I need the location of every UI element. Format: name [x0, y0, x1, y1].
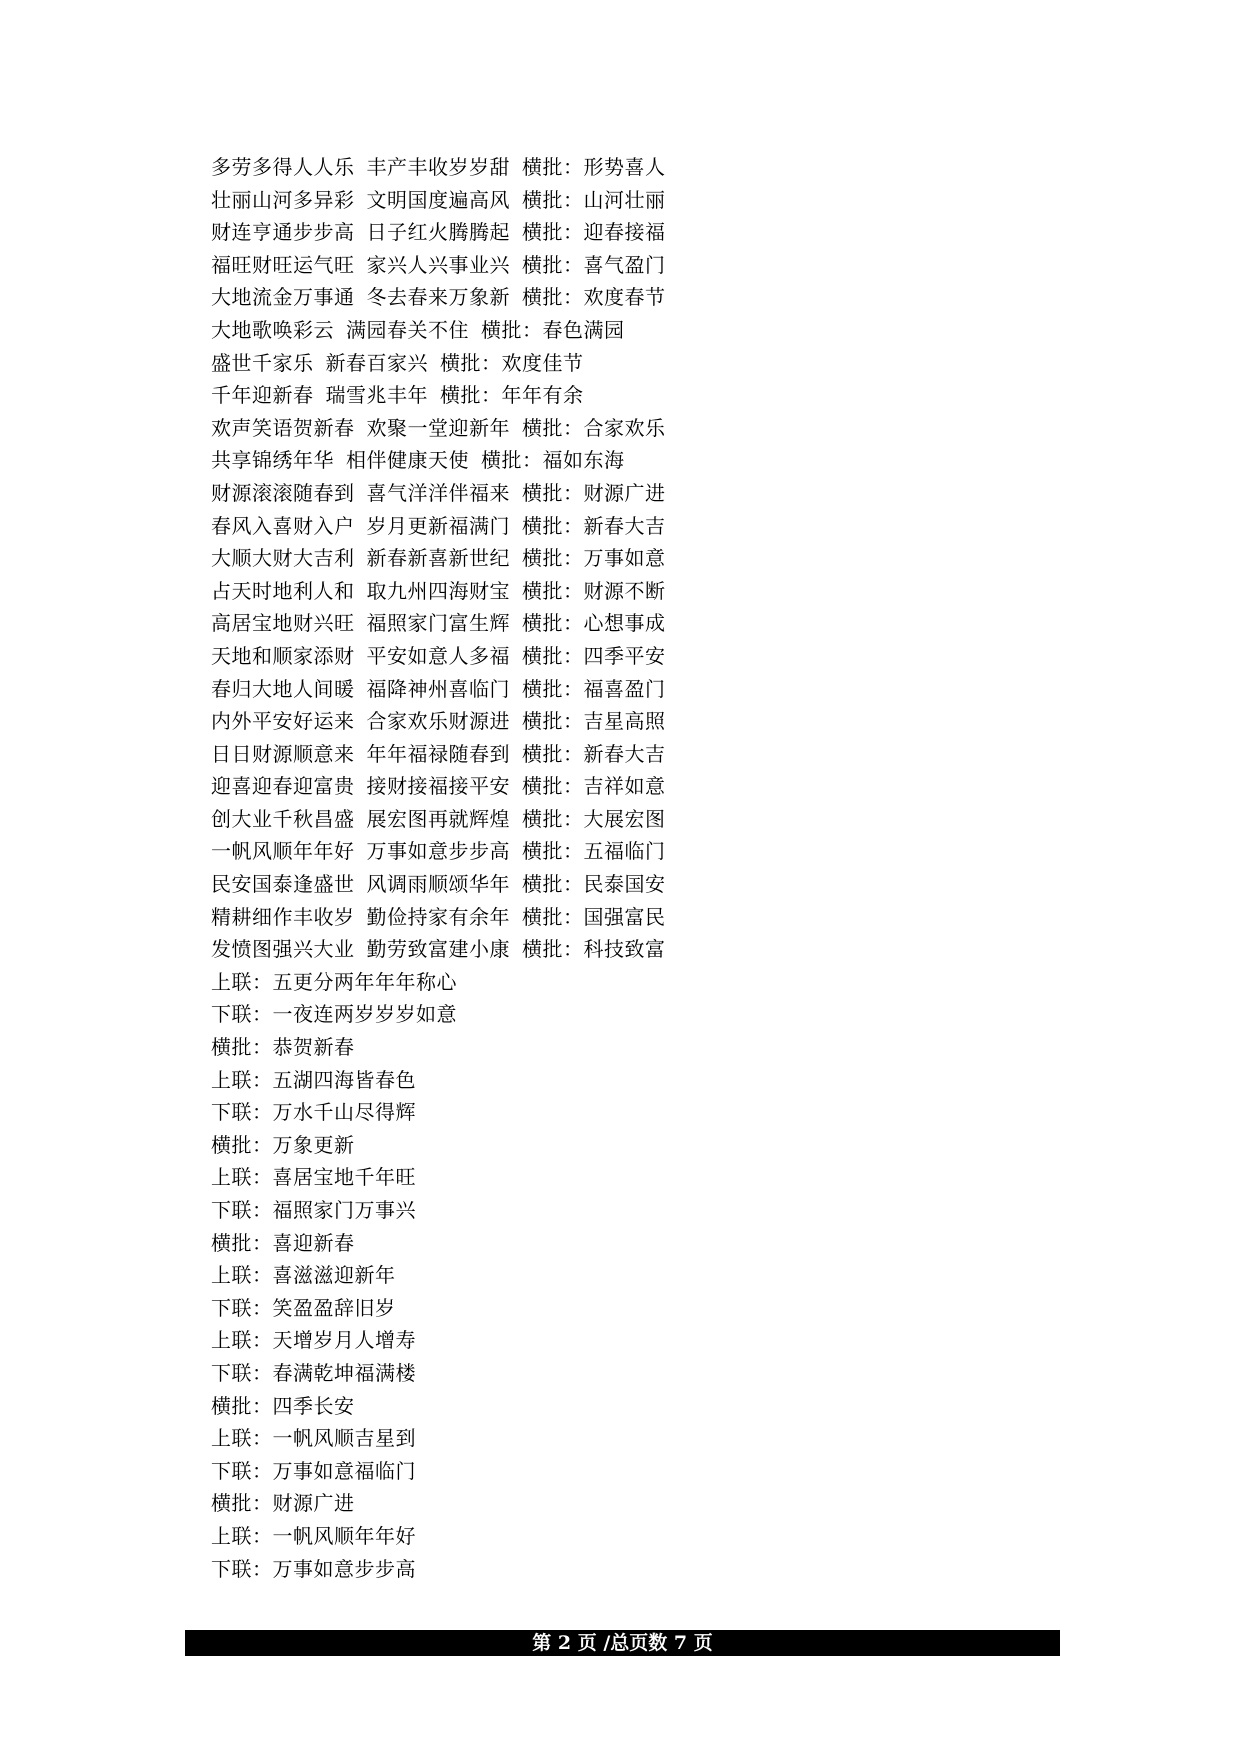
text-line: 下联：万事如意步步高: [211, 1556, 416, 1581]
couplet-row: [211, 379, 971, 412]
couplet-row: [211, 347, 971, 380]
couplet-row: [211, 803, 971, 836]
couplet-row: [211, 901, 971, 934]
banner-text: 横批：吉祥如意: [522, 774, 666, 799]
banner-text: 横批：福喜盈门: [522, 676, 666, 701]
banner-text: 横批：大展宏图: [522, 806, 666, 831]
text-line: 上联：一帆风顺年年好: [211, 1523, 416, 1548]
lower-couplet: 平安如意人多福: [366, 643, 510, 668]
banner-text: 横批：新春大吉: [522, 513, 666, 538]
upper-couplet: 多劳多得人人乐: [211, 155, 355, 179]
upper-couplet: 高居宝地财兴旺: [211, 611, 355, 636]
banner-text: 横批：科技致富: [522, 937, 666, 962]
upper-couplet: 创大业千秋昌盛: [211, 806, 355, 831]
lower-couplet: 勤俭持家有余年: [366, 904, 510, 929]
lower-couplet: 喜气洋洋伴福来: [366, 480, 510, 505]
lower-couplet: 瑞雪兆丰年: [325, 383, 428, 408]
upper-couplet: 春风入喜财入户: [211, 513, 355, 538]
couplet-row: [211, 314, 971, 347]
lower-couplet: 接财接福接平安: [366, 774, 510, 799]
text-line: 上联：天增岁月人增寿: [211, 1328, 416, 1353]
couplet-row: [211, 575, 971, 608]
lower-couplet: 福照家门富生辉: [366, 611, 510, 636]
banner-text: 横批：欢度春节: [522, 285, 666, 310]
banner-text: 横批：心想事成: [522, 611, 666, 636]
upper-couplet: 占天时地利人和: [211, 578, 355, 603]
banner-text: 横批：春色满园: [481, 317, 625, 342]
text-line: 上联：喜居宝地千年旺: [211, 1165, 416, 1190]
single-lines: [211, 966, 971, 1585]
banner-text: 横批：迎春接福: [522, 220, 666, 245]
document-body: [211, 151, 971, 1585]
couplet-row: [211, 673, 971, 706]
upper-couplet: 春归大地人间暖: [211, 676, 355, 701]
lower-couplet: 满园春关不住: [346, 317, 469, 342]
couplet-row: [211, 738, 971, 771]
couplet-row: [211, 412, 971, 445]
couplet-row: [211, 249, 971, 282]
text-line: 下联：万事如意福临门: [211, 1458, 416, 1483]
lower-couplet: 合家欢乐财源进: [366, 709, 510, 734]
banner-text: 横批：福如东海: [481, 448, 625, 473]
couplet-row: [211, 705, 971, 738]
upper-couplet: 大地流金万事通: [211, 285, 355, 310]
banner-text: 横批：喜气盈门: [522, 252, 666, 277]
text-line: 下联：春满乾坤福满楼: [211, 1360, 416, 1385]
couplet-rows: [211, 151, 971, 966]
couplet-row: [211, 542, 971, 575]
couplet-row: [211, 444, 971, 477]
couplet-row: [211, 835, 971, 868]
upper-couplet: 财源滚滚随春到: [211, 480, 355, 505]
couplet-row: [211, 607, 971, 640]
couplet-row: [211, 184, 971, 217]
text-line: 上联：五更分两年年年称心: [211, 969, 457, 994]
couplet-row: [211, 640, 971, 673]
banner-text: 横批：四季平安: [522, 643, 666, 668]
couplet-row: [211, 281, 971, 314]
lower-couplet: 新春百家兴: [325, 350, 428, 375]
lower-couplet: 福降神州喜临门: [366, 676, 510, 701]
text-line: 横批：恭贺新春: [211, 1035, 355, 1060]
lower-couplet: 冬去春来万象新: [366, 285, 510, 310]
lower-couplet: 丰产丰收岁岁甜: [366, 155, 510, 179]
text-line: 横批：万象更新: [211, 1132, 355, 1157]
couplet-row: [211, 770, 971, 803]
upper-couplet: 日日财源顺意来: [211, 741, 355, 766]
page-footer-bar: [185, 1630, 1060, 1656]
upper-couplet: 发愤图强兴大业: [211, 937, 355, 962]
lower-couplet: 年年福禄随春到: [366, 741, 510, 766]
lower-couplet: 风调雨顺颂华年: [366, 872, 510, 897]
page-number: 第 2 页 /总页数 7 页: [532, 1632, 713, 1654]
couplet-row: [211, 868, 971, 901]
text-line: 上联：一帆风顺吉星到: [211, 1426, 416, 1451]
upper-couplet: 欢声笑语贺新春: [211, 415, 355, 440]
banner-text: 横批：合家欢乐: [522, 415, 666, 440]
lower-couplet: 岁月更新福满门: [366, 513, 510, 538]
banner-text: 横批：财源不断: [522, 578, 666, 603]
lower-couplet: 家兴人兴事业兴: [366, 252, 510, 277]
text-line: 下联：万水千山尽得辉: [211, 1100, 416, 1125]
text-line: 下联：笑盈盈辞旧岁: [211, 1295, 396, 1320]
couplet-row: [211, 216, 971, 249]
upper-couplet: 盛世千家乐: [211, 350, 314, 375]
upper-couplet: 大顺大财大吉利: [211, 546, 355, 571]
banner-text: 横批：民泰国安: [522, 872, 666, 897]
couplet-row: [211, 933, 971, 966]
upper-couplet: 财连亨通步步高: [211, 220, 355, 245]
upper-couplet: 迎喜迎春迎富贵: [211, 774, 355, 799]
couplet-row: [211, 151, 971, 184]
upper-couplet: 福旺财旺运气旺: [211, 252, 355, 277]
text-line: 上联：五湖四海皆春色: [211, 1067, 416, 1092]
banner-text: 横批：欢度佳节: [440, 350, 584, 375]
text-line: 横批：四季长安: [211, 1393, 355, 1418]
text-line: 横批：喜迎新春: [211, 1230, 355, 1255]
upper-couplet: 一帆风顺年年好: [211, 839, 355, 864]
upper-couplet: 内外平安好运来: [211, 709, 355, 734]
lower-couplet: 勤劳致富建小康: [366, 937, 510, 962]
banner-text: 横批：吉星高照: [522, 709, 666, 734]
lower-couplet: 展宏图再就辉煌: [366, 806, 510, 831]
banner-text: 横批：山河壮丽: [522, 187, 666, 212]
banner-text: 横批：万事如意: [522, 546, 666, 571]
banner-text: 横批：财源广进: [522, 480, 666, 505]
lower-couplet: 欢聚一堂迎新年: [366, 415, 510, 440]
upper-couplet: 壮丽山河多异彩: [211, 187, 355, 212]
banner-text: 横批：新春大吉: [522, 741, 666, 766]
upper-couplet: 大地歌唤彩云: [211, 317, 334, 342]
upper-couplet: 精耕细作丰收岁: [211, 904, 355, 929]
text-line: 横批：财源广进: [211, 1491, 355, 1516]
banner-text: 横批：形势喜人: [522, 155, 666, 179]
text-line: 上联：喜滋滋迎新年: [211, 1263, 396, 1288]
lower-couplet: 文明国度遍高风: [366, 187, 510, 212]
upper-couplet: 共享锦绣年华: [211, 448, 334, 473]
text-line: 下联：福照家门万事兴: [211, 1198, 416, 1222]
upper-couplet: 天地和顺家添财: [211, 643, 355, 668]
couplet-row: [211, 477, 971, 510]
lower-couplet: 万事如意步步高: [366, 839, 510, 864]
lower-couplet: 日子红火腾腾起: [366, 220, 510, 245]
banner-text: 横批：五福临门: [522, 839, 666, 864]
upper-couplet: 民安国泰逢盛世: [211, 872, 355, 897]
couplet-row: [211, 510, 971, 543]
lower-couplet: 相伴健康天使: [346, 448, 469, 473]
banner-text: 横批：国强富民: [522, 904, 666, 929]
banner-text: 横批：年年有余: [440, 383, 584, 408]
lower-couplet: 取九州四海财宝: [366, 578, 510, 603]
lower-couplet: 新春新喜新世纪: [366, 546, 510, 571]
text-line: 下联：一夜连两岁岁岁如意: [211, 1002, 457, 1027]
upper-couplet: 千年迎新春: [211, 383, 314, 408]
